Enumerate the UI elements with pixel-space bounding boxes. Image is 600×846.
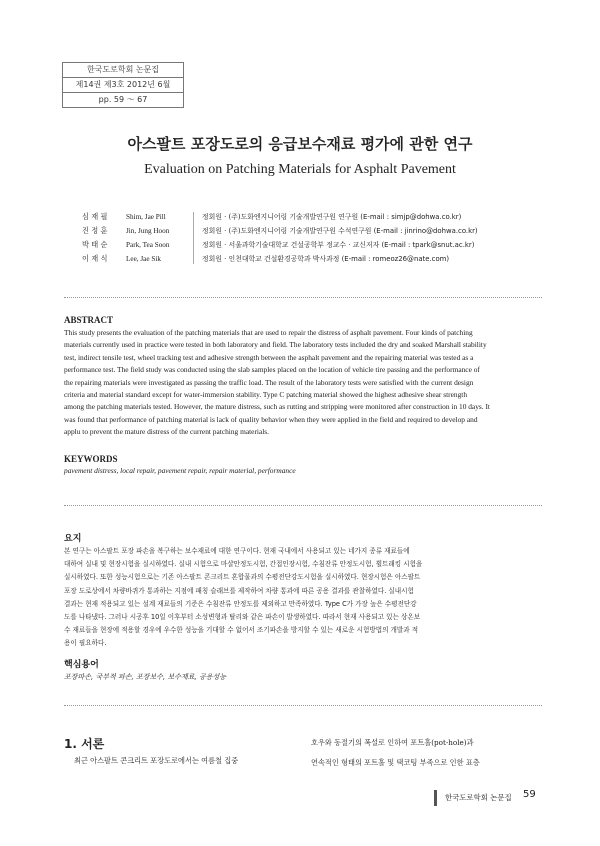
author-affiliation: 정회원 · (주)도화엔지니어링 기술개발연구원 연구원 (E-mail : simjp@dohwa.co.kr) (202, 213, 462, 221)
keywords-heading: KEYWORDS (64, 454, 118, 464)
divider (64, 505, 542, 506)
intro-line: 최근 아스팔트 콘크리트 포장도로에서는 여름철 집중 (74, 756, 239, 765)
author-row (82, 224, 542, 238)
summary-keywords-text: 포장파손, 국부적 파손, 포장보수, 보수재료, 공용성능 (64, 673, 227, 681)
divider (64, 705, 542, 706)
author-row (82, 238, 542, 252)
author-row (82, 210, 542, 224)
abstract-line: was found that performance of patching material is lack of quality behavior when they were applied in the field and required to develop and (64, 414, 478, 424)
footer-journal: 한국도로학회 논문집 (445, 793, 512, 802)
author-name-en: Jin, Jung Hoon (126, 227, 170, 235)
intro-line: 호우와 동절기의 폭설로 인하여 포트홀(pot-hole)과 (311, 738, 474, 747)
abstract-line: among the patching materials tested. However, the mature distress, such as rutting and stripping were monitored after construction in 10 days. It (64, 402, 490, 412)
abstract-line: applu to prevent the mature distress of the current patching materials. (64, 427, 270, 437)
journal-info-box (62, 62, 184, 108)
keywords-text: pavement distress, local repair, pavement repair, repair material, performance (64, 466, 296, 475)
abstract-heading: ABSTRACT (64, 315, 114, 325)
journal-issue: 제14권 제3호 2012년 6월 (63, 78, 183, 93)
author-name-ko: 심 재 필 (82, 212, 108, 221)
abstract-line: This study presents the evaluation of the patching materials that are used to repair the distress of asphalt pavement. Four kinds of patching (64, 328, 473, 337)
journal-pages: pp. 59 ～ 67 (98, 95, 148, 104)
footer-bar (434, 790, 437, 806)
intro-heading: 1. 서론 (64, 737, 105, 751)
intro-right-column (311, 733, 480, 773)
abstract-line: the repairing materials were investigated as passing the traffic load. The result of the laboratory tests were satisfied with the current design (64, 377, 474, 387)
author-name-ko: 진 정 훈 (82, 226, 108, 235)
summary-line: 실시하였다. 또한 성능시험으로는 기존 아스팔트 콘크리트 혼합물과의 수평전단강도시험을 실시하였다. 현장시험은 아스팔트 (64, 573, 421, 582)
author-affiliation: 정회원 · 서울과학기술대학교 건설공학부 정교수 · 교신저자 (E-mail : tpark@snut.ac.kr) (202, 241, 475, 249)
author-affiliation: 정회원 · (주)도화엔지니어링 기술개발연구원 수석연구원 (E-mail : jinrino@dohwa.co.kr) (202, 227, 478, 235)
journal-name: 한국도로학회 논문집 (63, 63, 183, 78)
summary-line: 결과는 현재 적용되고 있는 설계 재료들의 기준은 수침잔류 안정도를 제외하고 만족하였다. Type C가 가장 높은 수평전단강 (64, 599, 417, 608)
abstract-line: performance test. The field study was conducted using the slab samples placed on the location of vehicle tire passing and the performance of (64, 365, 480, 375)
page-number: 59 (523, 789, 536, 800)
summary-line: 본 연구는 아스팔트 포장 파손을 복구하는 보수재료에 대한 연구이다. 현재 국내에서 사용되고 있는 네가지 종류 재료들에 (64, 547, 410, 555)
abstract-line: criteria and material standard except for water-immersion stability. Type C patching material showed the highest adhesive shear strength (64, 390, 468, 400)
abstract-body (64, 327, 542, 439)
author-name-ko: 박 태 순 (82, 240, 108, 249)
summary-line: 도를 나타냈다. 그러나 시공후 10일 이후부터 소성변형과 탈리와 같은 파손이 발생하였다. 따라서 현재 사용되고 있는 상온보 (64, 613, 421, 622)
intro-left-column (74, 751, 238, 771)
divider (64, 297, 542, 298)
summary-line: 용이 필요하다. (64, 639, 107, 648)
author-name-en: Park, Tea Soon (126, 241, 170, 249)
summary-line: 수 재료들을 현장에 적용할 경우에 우수한 성능을 기대할 수 없어서 조기파손을 방지할 수 있는 새로운 시험방법의 개발과 적 (64, 626, 419, 635)
author-affiliation: 정회원 · 인천대학교 건설환경공학과 박사과정 (E-mail : romeoz26@nate.com) (202, 255, 450, 263)
author-list (82, 210, 542, 266)
author-name-en: Shim, Jae Pill (126, 213, 166, 221)
summary-body (64, 545, 542, 651)
title-korean: 아스팔트 포장도로의 응급보수재료 평가에 관한 연구 (127, 135, 473, 153)
author-row (82, 252, 542, 266)
summary-line: 포장 도로상에서 차량바퀴가 통과하는 지점에 패칭 슬래브를 제작하여 차량 통과에 따른 공용 결과를 관찰하였다. 실내시험 (64, 586, 414, 595)
abstract-line: test, indirect tensile test, wheel tracking test and adhesive strength between the asphalt pavement and the repairing material was tested as a (64, 352, 474, 362)
summary-line: 대하여 실내 및 현장시험을 실시하였다. 실내 시험으로 마샬안정도시험, 간접인장시험, 수침잔류 안정도시험, 휠트래킹 시험을 (64, 560, 423, 569)
abstract-line: materials currently used in practice were tested in both laboratory and field. The laboratory tests included the dry and soaked Marshall stability (64, 340, 487, 350)
intro-line: 연속적인 형태의 포트홀 및 택코팅 부족으로 인한 표층 (311, 758, 480, 767)
title-english: Evaluation on Patching Materials for Asphalt Pavement (144, 162, 456, 177)
summary-heading: 요지 (64, 534, 82, 544)
author-name-en: Lee, Jae Sik (126, 255, 161, 263)
summary-keywords-heading: 핵심용어 (64, 660, 99, 670)
author-name-ko: 이 재 식 (82, 254, 108, 263)
